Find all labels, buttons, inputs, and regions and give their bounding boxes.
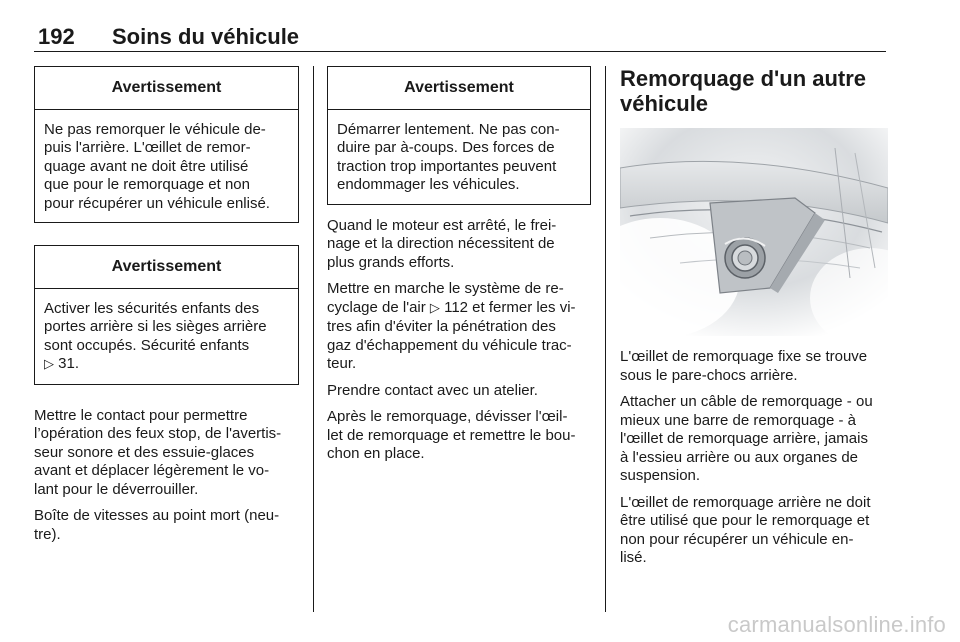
text-line: avant et déplacer légèrement le vo- [34, 462, 270, 479]
column-3 [620, 66, 888, 576]
text-line: l’opération des feux stop, de l'avertis- [34, 425, 282, 442]
text-line: lisé. [620, 549, 647, 566]
warning-text [35, 110, 298, 223]
column-1 [34, 66, 299, 552]
paragraph-attach-cable [620, 393, 888, 486]
paragraph-neutral [34, 507, 299, 544]
page-number: 192 [38, 24, 75, 49]
paragraph-eye-usage [620, 494, 888, 568]
text-line: L'œillet de remorquage fixe se trouve [620, 348, 868, 365]
text-line: l'œillet de remorquage arrière, jamais [620, 430, 868, 447]
heading-line: véhicule [620, 91, 709, 116]
towing-eye-icon [620, 128, 888, 336]
text-line: sont occupés. Sécurité enfants [44, 336, 250, 354]
paragraph-ignition [34, 407, 299, 500]
page-reference[interactable]: 112 et fermer les vi- [439, 298, 576, 316]
column-2 [327, 66, 591, 472]
text-line: Mettre le contact pour permettre [34, 406, 248, 424]
section-heading [620, 66, 888, 116]
text-line: Boîte de vitesses au point mort (neu- [34, 507, 280, 524]
column-divider-1 [313, 66, 314, 612]
text-line: cyclage de l'air [327, 298, 430, 316]
text-line: duire par à-coups. Des forces de [337, 139, 555, 156]
text-line: L'œillet de remorquage arrière ne doit [620, 493, 871, 511]
text-line: lant pour le déverrouiller. [34, 480, 199, 498]
warning-text [35, 289, 298, 384]
text-line: à l'essieu arrière ou aux organes de [620, 448, 859, 466]
text-line: mieux une barre de remorquage - à [620, 411, 856, 429]
text-line [44, 355, 290, 375]
text-line: pour récupérer un véhicule enlisé. [44, 194, 270, 212]
warning-title: Avertissement [35, 67, 298, 110]
paragraph-air-recirculation [327, 280, 591, 374]
text-line: non pour récupérer un véhicule en- [620, 530, 854, 548]
heading-line: Remorquage d'un autre [620, 66, 867, 91]
warning-box-child-locks [34, 245, 299, 385]
section-title: Soins du véhicule [112, 24, 300, 49]
text-line: let de remorquage et remettre le bou- [327, 426, 576, 444]
text-line: puis l'arrière. L'œillet de remor- [44, 139, 251, 156]
column-divider-2 [605, 66, 606, 612]
watermark: carmanualsonline.info [727, 612, 946, 637]
text-line: gaz d'échappement du véhicule trac- [327, 336, 572, 354]
text-line: traction trop importantes peuvent [337, 157, 557, 175]
warning-box-start-slowly [327, 66, 591, 205]
text-line: chon en place. [327, 445, 425, 462]
text-line: nage et la direction nécessitent de [327, 235, 555, 252]
warning-title: Avertissement [328, 67, 590, 110]
text-line: Activer les sécurités enfants des [44, 299, 260, 317]
text-line: seur sonore et des essuie-glaces [34, 443, 255, 461]
text-line: teur. [327, 355, 357, 372]
text-line: endommager les véhicules. [337, 176, 520, 193]
text-line: Prendre contact avec un atelier. [327, 381, 538, 399]
page-reference-arrow-icon: ▷ [429, 300, 440, 316]
warning-text [328, 110, 590, 204]
text-line: portes arrière si les sièges arrière [44, 318, 267, 335]
text-line: tre). [34, 525, 61, 543]
text-line: Démarrer lentement. Ne pas con- [337, 120, 560, 138]
text-line: que pour le remorquage et non [44, 176, 250, 193]
page-reference[interactable]: 31. [54, 355, 80, 372]
text-line: tres afin d'éviter la pénétration des [327, 318, 556, 335]
page-reference-arrow-icon: ▷ [44, 357, 54, 372]
towing-eye-illustration [620, 128, 888, 336]
text-line: plus grands efforts. [327, 253, 455, 271]
paragraph-workshop [327, 382, 591, 401]
text-line: Attacher un câble de remorquage - ou [620, 393, 873, 410]
text-line: Mettre en marche le système de re- [327, 280, 564, 297]
text-line: Quand le moteur est arrêté, le frei- [327, 216, 557, 234]
text-line: quage avant ne doit être utilisé [44, 157, 249, 175]
paragraph-engine-off [327, 217, 591, 273]
warning-title: Avertissement [35, 246, 298, 289]
text-line: suspension. [620, 467, 701, 484]
paragraph-after-towing [327, 408, 591, 464]
text-line: être utilisé que pour le remorquage et [620, 512, 870, 529]
text-line: Après le remorquage, dévisser l'œil- [327, 408, 568, 425]
text-line: sous le pare-chocs arrière. [620, 366, 798, 384]
header-rule [34, 51, 886, 52]
warning-box-rear-towing [34, 66, 299, 223]
text-line: Ne pas remorquer le véhicule de- [44, 120, 266, 138]
paragraph-eye-location [620, 348, 888, 385]
